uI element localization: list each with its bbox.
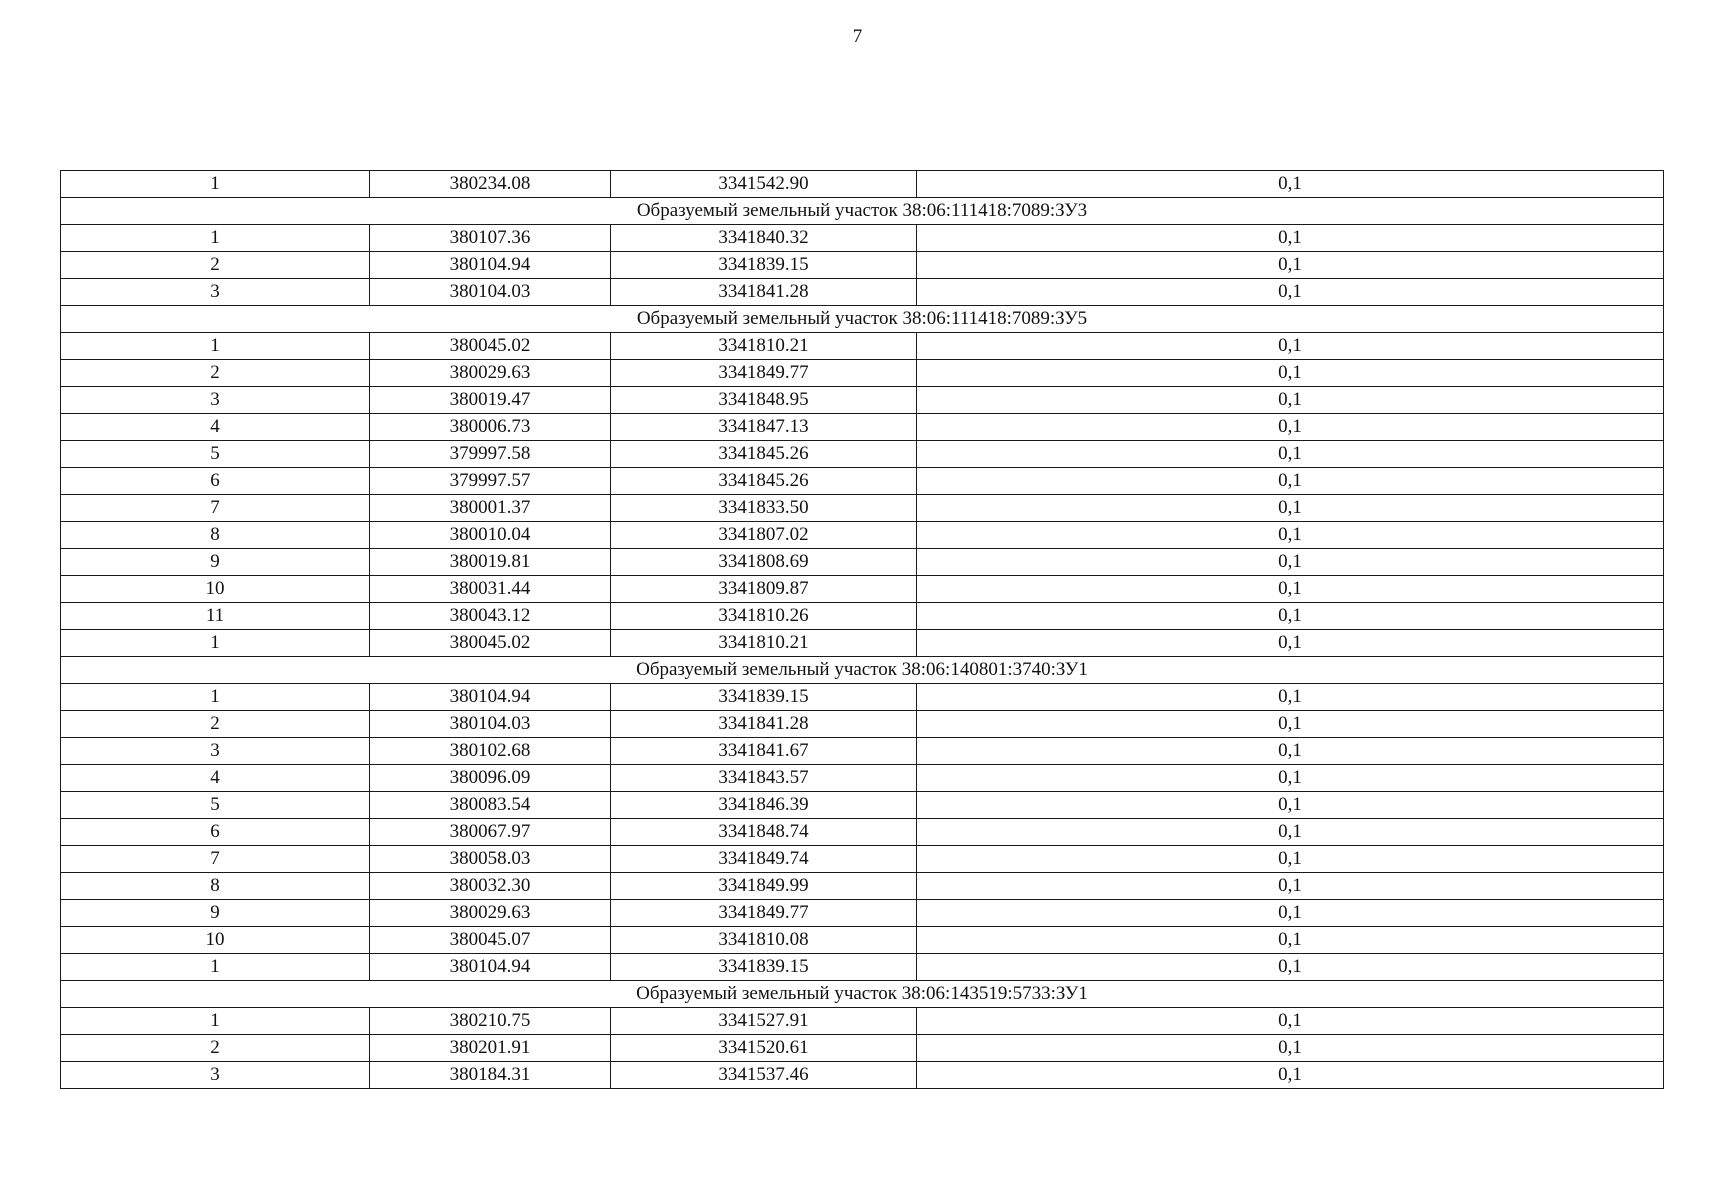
x-coordinate-cell: 380010.04	[370, 522, 611, 549]
accuracy-cell: 0,1	[917, 1035, 1664, 1062]
section-title: Образуемый земельный участок 38:06:111418:7089:ЗУ3	[61, 198, 1664, 225]
point-number-cell: 8	[61, 873, 370, 900]
point-number-cell: 10	[61, 927, 370, 954]
table-row	[61, 603, 1664, 630]
point-number-cell: 8	[61, 522, 370, 549]
accuracy-cell: 0,1	[917, 630, 1664, 657]
section-header-row	[61, 198, 1664, 225]
y-coordinate-cell: 3341537.46	[611, 1062, 917, 1089]
x-coordinate-cell: 380234.08	[370, 171, 611, 198]
x-coordinate-cell: 380045.02	[370, 630, 611, 657]
point-number-cell: 3	[61, 1062, 370, 1089]
point-number-cell: 1	[61, 954, 370, 981]
accuracy-cell: 0,1	[917, 387, 1664, 414]
x-coordinate-cell: 380104.03	[370, 279, 611, 306]
coordinates-table	[60, 170, 1664, 1089]
accuracy-cell: 0,1	[917, 333, 1664, 360]
table-row	[61, 468, 1664, 495]
accuracy-cell: 0,1	[917, 603, 1664, 630]
table-row	[61, 333, 1664, 360]
y-coordinate-cell: 3341847.13	[611, 414, 917, 441]
accuracy-cell: 0,1	[917, 900, 1664, 927]
table-row	[61, 252, 1664, 279]
x-coordinate-cell: 380058.03	[370, 846, 611, 873]
y-coordinate-cell: 3341841.67	[611, 738, 917, 765]
accuracy-cell: 0,1	[917, 738, 1664, 765]
y-coordinate-cell: 3341849.99	[611, 873, 917, 900]
x-coordinate-cell: 380096.09	[370, 765, 611, 792]
accuracy-cell: 0,1	[917, 414, 1664, 441]
table-row	[61, 171, 1664, 198]
table-row	[61, 711, 1664, 738]
point-number-cell: 1	[61, 684, 370, 711]
table-row	[61, 1062, 1664, 1089]
point-number-cell: 11	[61, 603, 370, 630]
section-header-row	[61, 306, 1664, 333]
y-coordinate-cell: 3341841.28	[611, 711, 917, 738]
section-title: Образуемый земельный участок 38:06:143519:5733:ЗУ1	[61, 981, 1664, 1008]
x-coordinate-cell: 380104.94	[370, 252, 611, 279]
section-title: Образуемый земельный участок 38:06:111418:7089:ЗУ5	[61, 306, 1664, 333]
table-row	[61, 954, 1664, 981]
point-number-cell: 1	[61, 225, 370, 252]
point-number-cell: 7	[61, 495, 370, 522]
accuracy-cell: 0,1	[917, 252, 1664, 279]
accuracy-cell: 0,1	[917, 360, 1664, 387]
y-coordinate-cell: 3341843.57	[611, 765, 917, 792]
x-coordinate-cell: 380031.44	[370, 576, 611, 603]
y-coordinate-cell: 3341808.69	[611, 549, 917, 576]
accuracy-cell: 0,1	[917, 684, 1664, 711]
table-row	[61, 846, 1664, 873]
y-coordinate-cell: 3341527.91	[611, 1008, 917, 1035]
accuracy-cell: 0,1	[917, 927, 1664, 954]
table-row	[61, 387, 1664, 414]
accuracy-cell: 0,1	[917, 522, 1664, 549]
point-number-cell: 5	[61, 792, 370, 819]
point-number-cell: 6	[61, 819, 370, 846]
accuracy-cell: 0,1	[917, 549, 1664, 576]
point-number-cell: 4	[61, 765, 370, 792]
accuracy-cell: 0,1	[917, 225, 1664, 252]
x-coordinate-cell: 380083.54	[370, 792, 611, 819]
y-coordinate-cell: 3341849.74	[611, 846, 917, 873]
table-row	[61, 900, 1664, 927]
point-number-cell: 10	[61, 576, 370, 603]
point-number-cell: 4	[61, 414, 370, 441]
x-coordinate-cell: 380067.97	[370, 819, 611, 846]
y-coordinate-cell: 3341840.32	[611, 225, 917, 252]
y-coordinate-cell: 3341845.26	[611, 468, 917, 495]
point-number-cell: 9	[61, 900, 370, 927]
table-row	[61, 1035, 1664, 1062]
y-coordinate-cell: 3341846.39	[611, 792, 917, 819]
x-coordinate-cell: 380001.37	[370, 495, 611, 522]
table-row	[61, 630, 1664, 657]
x-coordinate-cell: 380019.47	[370, 387, 611, 414]
point-number-cell: 1	[61, 333, 370, 360]
y-coordinate-cell: 3341809.87	[611, 576, 917, 603]
y-coordinate-cell: 3341520.61	[611, 1035, 917, 1062]
accuracy-cell: 0,1	[917, 468, 1664, 495]
x-coordinate-cell: 380006.73	[370, 414, 611, 441]
table-row	[61, 819, 1664, 846]
point-number-cell: 1	[61, 171, 370, 198]
y-coordinate-cell: 3341810.08	[611, 927, 917, 954]
point-number-cell: 9	[61, 549, 370, 576]
table-row	[61, 765, 1664, 792]
accuracy-cell: 0,1	[917, 576, 1664, 603]
y-coordinate-cell: 3341810.26	[611, 603, 917, 630]
point-number-cell: 3	[61, 387, 370, 414]
x-coordinate-cell: 379997.58	[370, 441, 611, 468]
x-coordinate-cell: 380184.31	[370, 1062, 611, 1089]
x-coordinate-cell: 380045.07	[370, 927, 611, 954]
point-number-cell: 6	[61, 468, 370, 495]
accuracy-cell: 0,1	[917, 873, 1664, 900]
x-coordinate-cell: 380104.03	[370, 711, 611, 738]
table-row	[61, 927, 1664, 954]
y-coordinate-cell: 3341849.77	[611, 900, 917, 927]
section-header-row	[61, 981, 1664, 1008]
y-coordinate-cell: 3341841.28	[611, 279, 917, 306]
y-coordinate-cell: 3341845.26	[611, 441, 917, 468]
x-coordinate-cell: 380032.30	[370, 873, 611, 900]
table-row	[61, 522, 1664, 549]
table-row	[61, 495, 1664, 522]
y-coordinate-cell: 3341848.74	[611, 819, 917, 846]
table-row	[61, 576, 1664, 603]
point-number-cell: 2	[61, 360, 370, 387]
accuracy-cell: 0,1	[917, 1008, 1664, 1035]
y-coordinate-cell: 3341810.21	[611, 630, 917, 657]
x-coordinate-cell: 379997.57	[370, 468, 611, 495]
table-row	[61, 738, 1664, 765]
page-number: 7	[852, 26, 863, 47]
x-coordinate-cell: 380104.94	[370, 954, 611, 981]
coordinates-table-container	[60, 170, 1663, 1089]
x-coordinate-cell: 380019.81	[370, 549, 611, 576]
table-row	[61, 549, 1664, 576]
y-coordinate-cell: 3341848.95	[611, 387, 917, 414]
point-number-cell: 2	[61, 1035, 370, 1062]
y-coordinate-cell: 3341807.02	[611, 522, 917, 549]
point-number-cell: 2	[61, 711, 370, 738]
accuracy-cell: 0,1	[917, 279, 1664, 306]
accuracy-cell: 0,1	[917, 846, 1664, 873]
point-number-cell: 5	[61, 441, 370, 468]
accuracy-cell: 0,1	[917, 711, 1664, 738]
y-coordinate-cell: 3341839.15	[611, 684, 917, 711]
y-coordinate-cell: 3341849.77	[611, 360, 917, 387]
table-row	[61, 792, 1664, 819]
point-number-cell: 7	[61, 846, 370, 873]
point-number-cell: 3	[61, 279, 370, 306]
table-row	[61, 684, 1664, 711]
coordinates-table-body	[61, 171, 1664, 1089]
accuracy-cell: 0,1	[917, 765, 1664, 792]
y-coordinate-cell: 3341833.50	[611, 495, 917, 522]
point-number-cell: 2	[61, 252, 370, 279]
x-coordinate-cell: 380104.94	[370, 684, 611, 711]
point-number-cell: 3	[61, 738, 370, 765]
table-row	[61, 1008, 1664, 1035]
x-coordinate-cell: 380107.36	[370, 225, 611, 252]
table-row	[61, 279, 1664, 306]
point-number-cell: 1	[61, 630, 370, 657]
y-coordinate-cell: 3341839.15	[611, 252, 917, 279]
accuracy-cell: 0,1	[917, 171, 1664, 198]
accuracy-cell: 0,1	[917, 819, 1664, 846]
point-number-cell: 1	[61, 1008, 370, 1035]
y-coordinate-cell: 3341839.15	[611, 954, 917, 981]
table-row	[61, 873, 1664, 900]
x-coordinate-cell: 380029.63	[370, 900, 611, 927]
accuracy-cell: 0,1	[917, 441, 1664, 468]
accuracy-cell: 0,1	[917, 954, 1664, 981]
accuracy-cell: 0,1	[917, 1062, 1664, 1089]
section-header-row	[61, 657, 1664, 684]
accuracy-cell: 0,1	[917, 495, 1664, 522]
table-row	[61, 225, 1664, 252]
section-title: Образуемый земельный участок 38:06:140801:3740:ЗУ1	[61, 657, 1664, 684]
x-coordinate-cell: 380043.12	[370, 603, 611, 630]
x-coordinate-cell: 380045.02	[370, 333, 611, 360]
y-coordinate-cell: 3341810.21	[611, 333, 917, 360]
x-coordinate-cell: 380201.91	[370, 1035, 611, 1062]
x-coordinate-cell: 380102.68	[370, 738, 611, 765]
table-row	[61, 441, 1664, 468]
x-coordinate-cell: 380029.63	[370, 360, 611, 387]
y-coordinate-cell: 3341542.90	[611, 171, 917, 198]
x-coordinate-cell: 380210.75	[370, 1008, 611, 1035]
accuracy-cell: 0,1	[917, 792, 1664, 819]
table-row	[61, 414, 1664, 441]
table-row	[61, 360, 1664, 387]
